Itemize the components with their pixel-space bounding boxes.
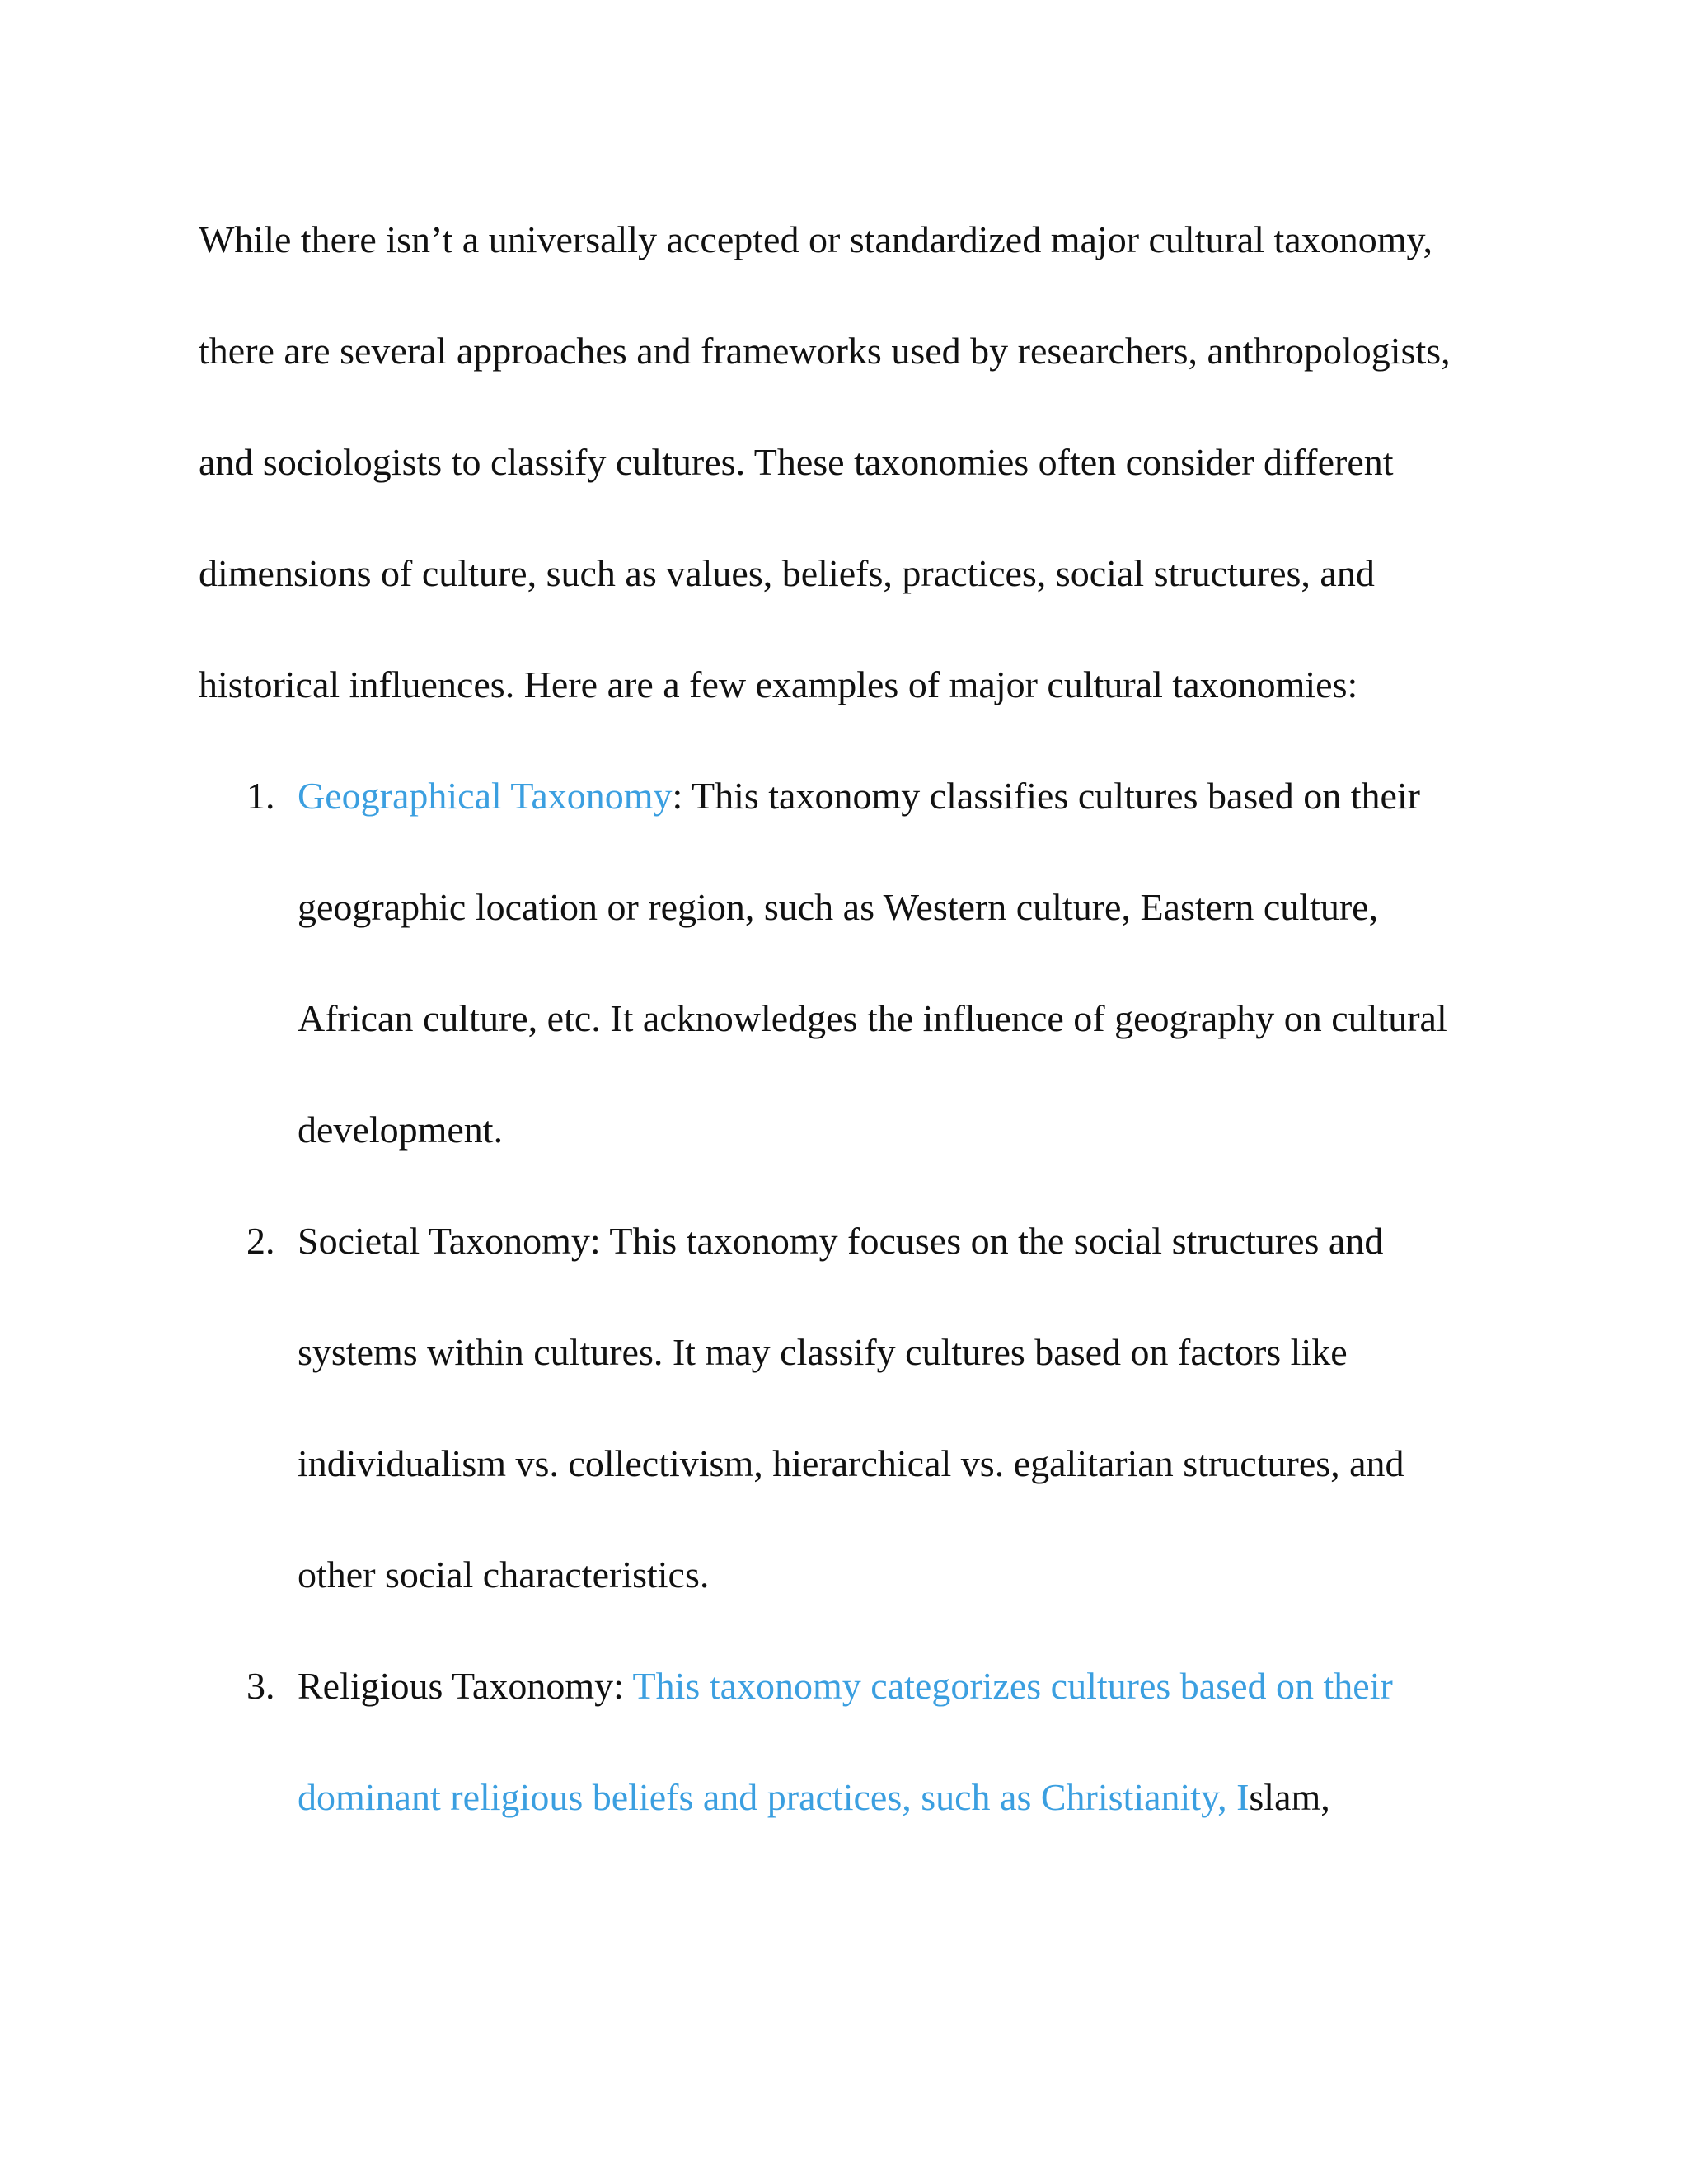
- intro-line: historical influences. Here are a few examples of major cultural taxonomies:: [199, 663, 1358, 705]
- item-line: individualism vs. collectivism, hierarchical vs. egalitarian structures, and: [298, 1442, 1404, 1484]
- item-line: other social characteristics.: [298, 1554, 710, 1596]
- list-item-societal: [199, 1185, 1493, 1630]
- list-item-religious: [199, 1630, 1493, 1853]
- list-item-geographical: [199, 740, 1493, 1185]
- religious-taxonomy-link[interactable]: dominant religious beliefs and practices, such as Christianity, I: [298, 1776, 1250, 1818]
- item-line: [298, 1630, 1493, 1741]
- item-line: [298, 740, 1493, 851]
- item-line: geographic location or region, such as Western culture, Eastern culture,: [298, 886, 1379, 928]
- list-marker: 1.: [246, 775, 275, 817]
- list-marker: 3.: [246, 1665, 275, 1707]
- religious-taxonomy-link[interactable]: This taxonomy categorizes cultures based on their: [632, 1665, 1393, 1707]
- intro-line: and sociologists to classify cultures. These taxonomies often consider different: [199, 441, 1394, 483]
- item-line: African culture, etc. It acknowledges the influence of geography on cultural: [298, 997, 1447, 1039]
- intro-line: there are several approaches and frameworks used by researchers, anthropologists,: [199, 330, 1451, 372]
- taxonomy-list: [199, 740, 1493, 1853]
- item-line: Societal Taxonomy: This taxonomy focuses on the social structures and: [298, 1220, 1384, 1262]
- item-line: development.: [298, 1108, 504, 1151]
- intro-line: While there isn’t a universally accepted or standardized major cultural taxonomy,: [199, 218, 1432, 260]
- item-text: : This taxonomy classifies cultures based on their: [672, 775, 1420, 817]
- item-text: slam,: [1249, 1776, 1330, 1818]
- item-text: Religious Taxonomy:: [298, 1665, 633, 1707]
- intro-line: dimensions of culture, such as values, beliefs, practices, social structures, and: [199, 552, 1375, 594]
- item-line: [298, 1741, 1493, 1853]
- list-marker: 2.: [246, 1220, 275, 1262]
- intro-paragraph: [199, 184, 1493, 740]
- geographical-taxonomy-link[interactable]: Geographical Taxonomy: [298, 775, 673, 817]
- item-line: systems within cultures. It may classify cultures based on factors like: [298, 1331, 1348, 1373]
